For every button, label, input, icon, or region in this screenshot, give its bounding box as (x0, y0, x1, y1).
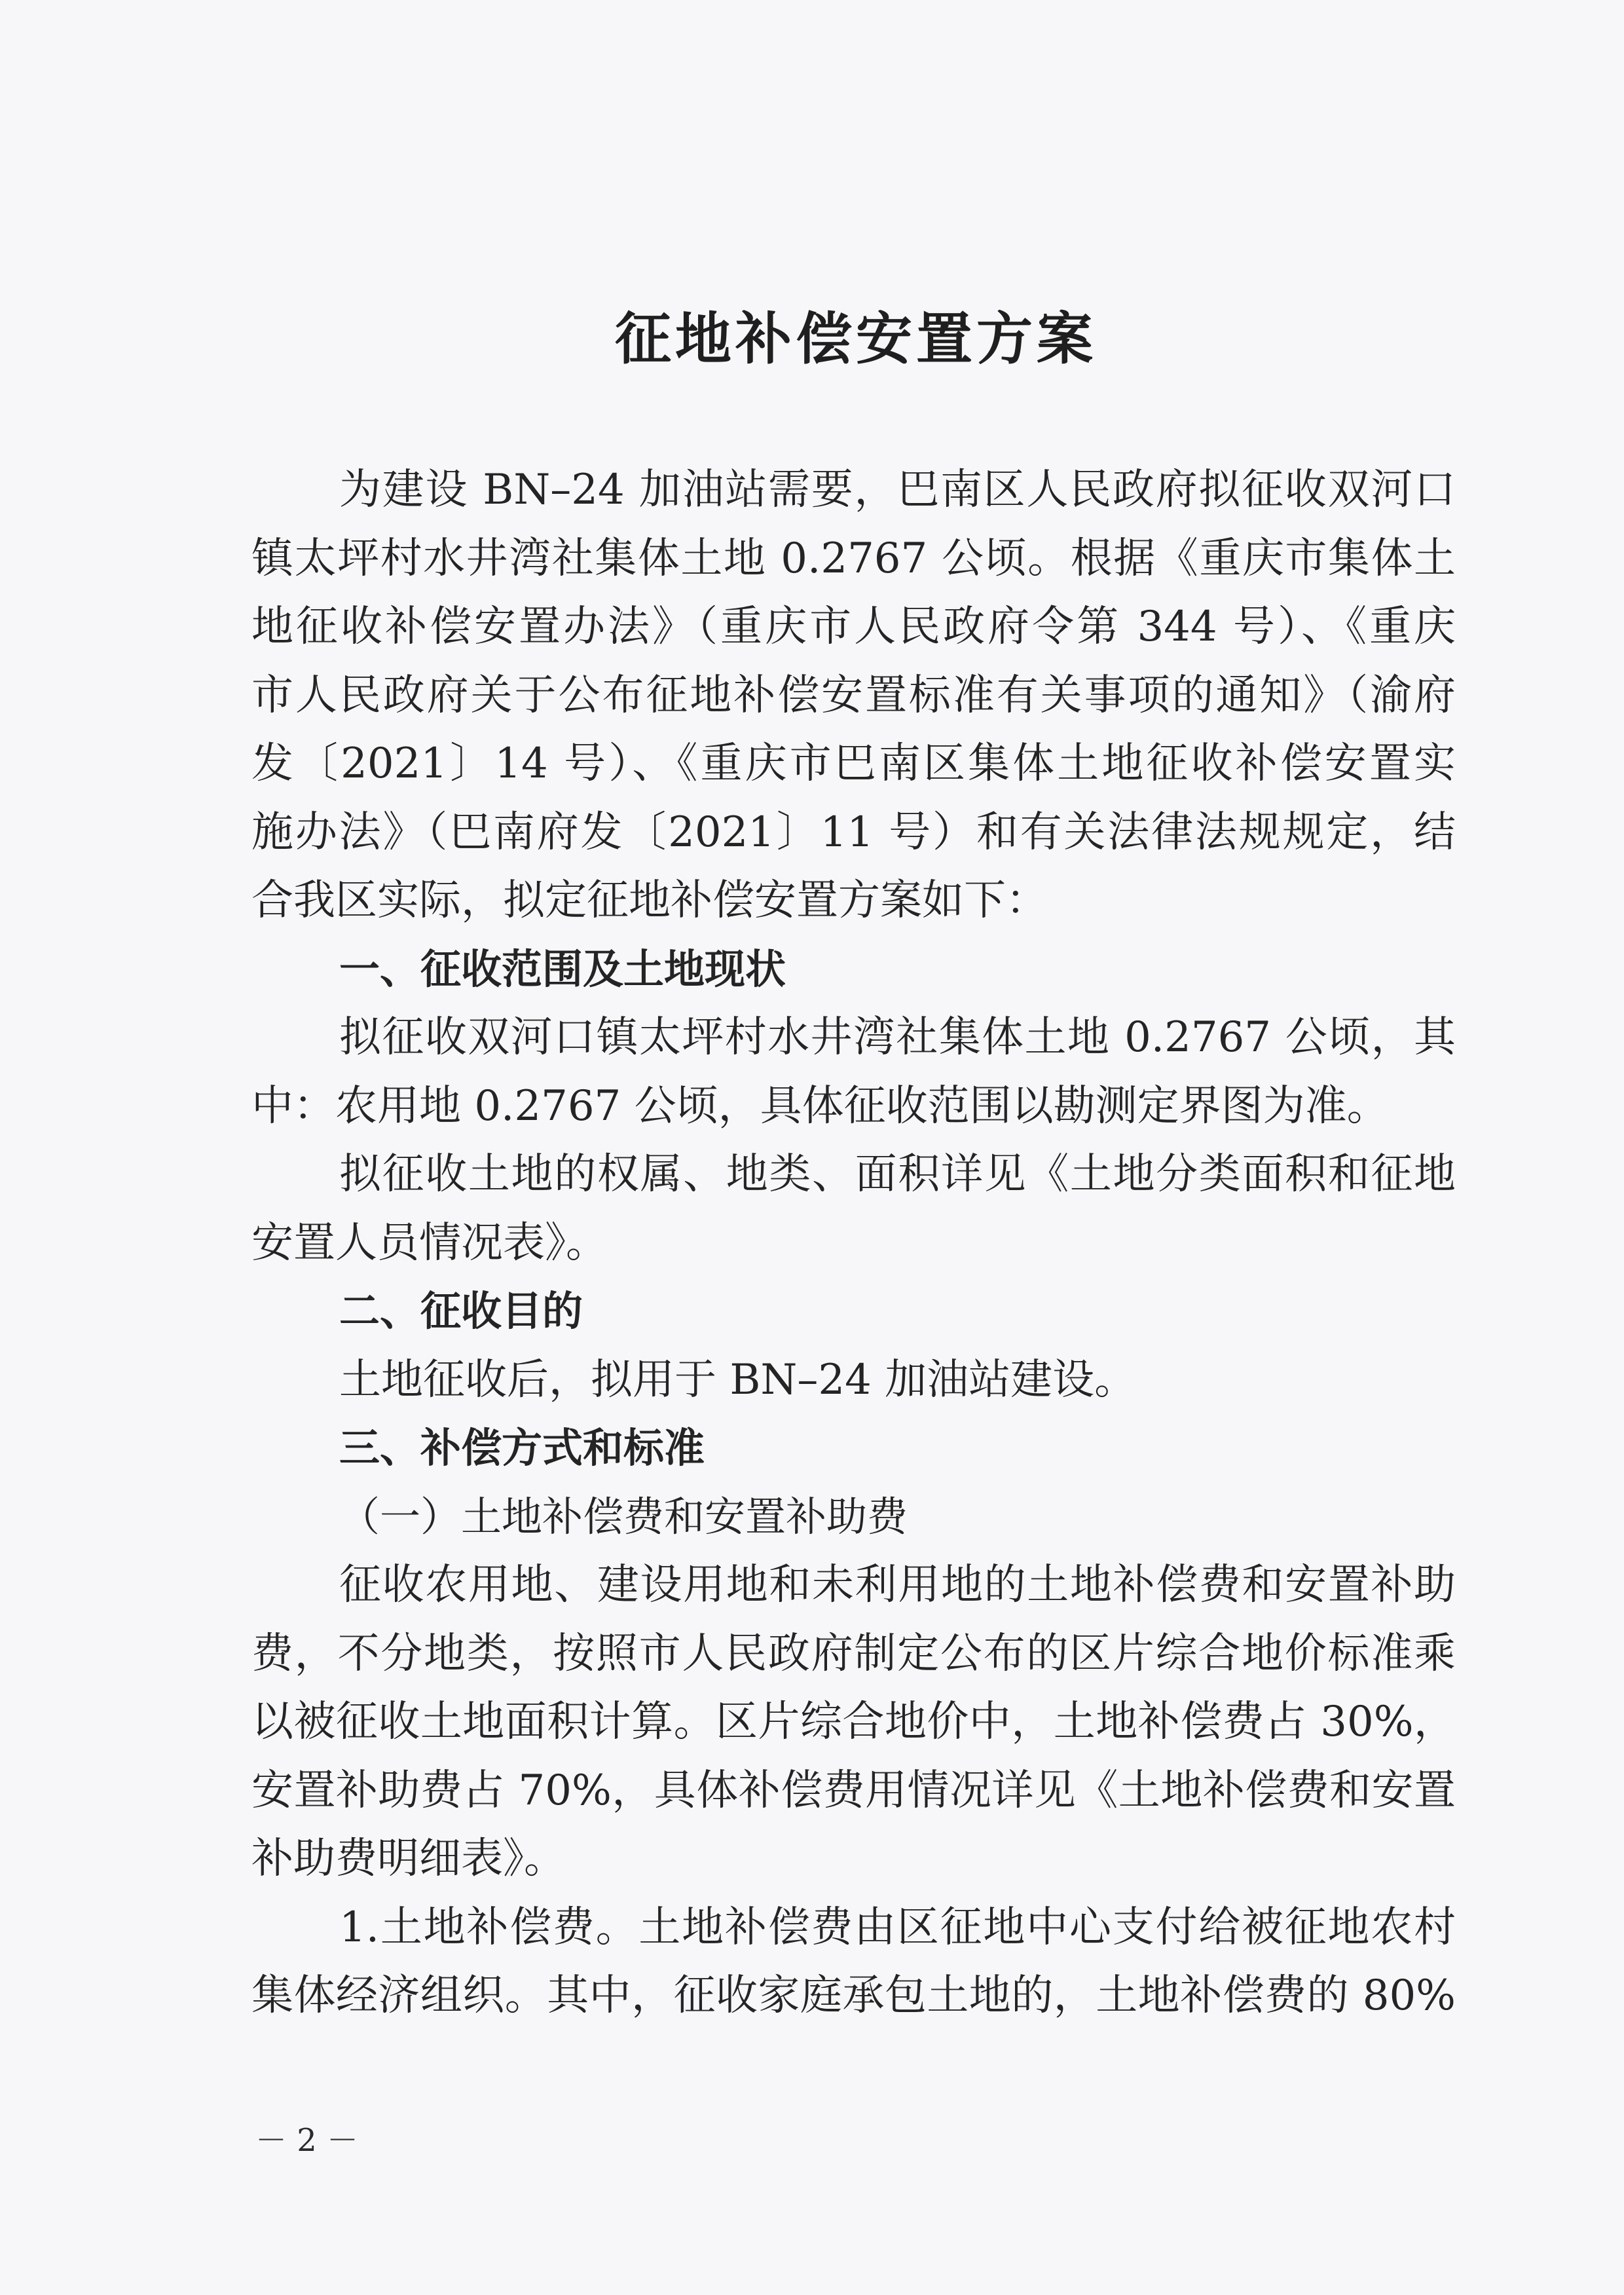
body-line: 费，不分地类，按照市人民政府制定公布的区片综合地价标准乘 (251, 1629, 1456, 1678)
body-line: 1.土地补偿费。土地补偿费由区征地中心支付给被征地农村 (339, 1903, 1456, 1952)
body-line: 发〔2021〕14 号）、《重庆市巴南区集体土地征收补偿安置实 (251, 739, 1456, 788)
body-line: 中：农用地 0.2767 公顷，具体征收范围以勘测定界图为准。 (251, 1081, 1389, 1130)
section-heading: 一、征收范围及土地现状 (339, 944, 786, 993)
body-line: 安置人员情况表》。 (251, 1218, 608, 1267)
body-line: 合我区实际，拟定征地补偿安置方案如下： (251, 876, 1048, 925)
document-body (251, 456, 1456, 2030)
body-line: 拟征收双河口镇太坪村水井湾社集体土地 0.2767 公顷，其 (339, 1013, 1456, 1062)
body-line: 集体经济组织。其中，征收家庭承包土地的，土地补偿费的 80% (251, 1971, 1456, 2020)
body-line: 补助费明细表》。 (251, 1835, 566, 1883)
section-2 (251, 1277, 1456, 1414)
body-line: 施办法》（巴南府发〔2021〕11 号）和有关法律法规规定，结 (251, 808, 1456, 857)
body-line: 市人民政府关于公布征地补偿安置标准有关事项的通知》（渝府 (251, 671, 1456, 720)
body-line: 土地征收后，拟用于 BN–24 加油站建设。 (339, 1355, 1137, 1404)
body-line: 镇太坪村水井湾社集体土地 0.2767 公顷。根据《重庆市集体土 (251, 534, 1456, 583)
body-line: 拟征收土地的权属、地类、面积详见《土地分类面积和征地 (339, 1150, 1456, 1199)
document-title: 征地补偿安置方案 (615, 306, 1097, 372)
section-3 (251, 1414, 1456, 2030)
body-line: 地征收补偿安置办法》（重庆市人民政府令第 344 号）、《重庆 (251, 603, 1456, 651)
page-number: － 2 － (255, 2122, 359, 2159)
body-line: 为建设 BN–24 加油站需要，巴南区人民政府拟征收双河口 (339, 466, 1456, 514)
body-line: 征收农用地、建设用地和未利用地的土地补偿费和安置补助 (339, 1561, 1456, 1609)
subsection-heading: （一）土地补偿费和安置补助费 (339, 1492, 908, 1540)
body-line: 以被征收土地面积计算。区片综合地价中，土地补偿费占 30%， (251, 1698, 1456, 1746)
intro-paragraph (251, 456, 1456, 935)
body-line: 安置补助费占 70%，具体补偿费用情况详见《土地补偿费和安置 (251, 1766, 1456, 1815)
section-heading: 二、征收目的 (339, 1287, 583, 1335)
section-heading: 三、补偿方式和标准 (339, 1424, 705, 1472)
section-1 (251, 935, 1456, 1278)
